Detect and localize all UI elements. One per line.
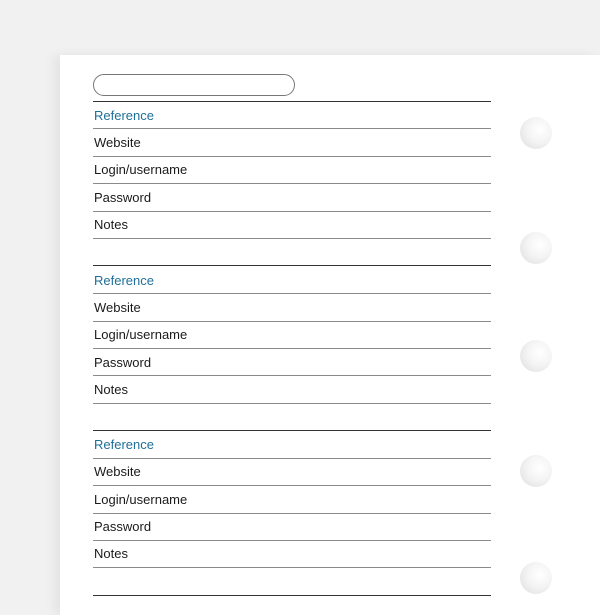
section-1-reference-label: Reference: [94, 108, 154, 123]
section-3-rule: [93, 567, 491, 568]
section-3-rule: [93, 458, 491, 459]
punch-hole: [520, 562, 552, 594]
section-1-rule: [93, 156, 491, 157]
section-1-rule: [93, 238, 491, 239]
planner-page: [60, 55, 600, 615]
section-1-website-label: Website: [94, 135, 141, 150]
punch-hole: [520, 340, 552, 372]
section-divider: [93, 265, 491, 266]
section-3-notes-label: Notes: [94, 546, 128, 561]
section-divider: [93, 430, 491, 431]
section-1-rule: [93, 128, 491, 129]
section-2-reference-label: Reference: [94, 273, 154, 288]
section-2-notes-label: Notes: [94, 382, 128, 397]
section-3-rule: [93, 485, 491, 486]
section-1-password-label: Password: [94, 190, 152, 205]
section-3-rule: [93, 540, 491, 541]
section-3-rule: [93, 513, 491, 514]
punch-hole: [520, 455, 552, 487]
punch-hole: [520, 232, 552, 264]
section-3-password-label: Password: [94, 519, 152, 534]
section-2-rule: [93, 348, 491, 349]
punch-hole: [520, 117, 552, 149]
section-3-reference-label: Reference: [94, 437, 154, 452]
section-divider: [93, 595, 491, 596]
section-2-login-label: Login/username: [94, 327, 188, 342]
section-1-rule: [93, 211, 491, 212]
section-1-notes-label: Notes: [94, 217, 128, 232]
section-2-password-label: Password: [94, 355, 152, 370]
section-2-rule: [93, 403, 491, 404]
title-field[interactable]: [93, 74, 295, 96]
section-2-website-label: Website: [94, 300, 141, 315]
section-3-login-label: Login/username: [94, 492, 188, 507]
section-1-login-label: Login/username: [94, 162, 188, 177]
section-1-rule: [93, 183, 491, 184]
section-2-rule: [93, 293, 491, 294]
section-3-website-label: Website: [94, 464, 141, 479]
section-2-rule: [93, 321, 491, 322]
section-2-rule: [93, 375, 491, 376]
header-rule: [93, 101, 491, 102]
